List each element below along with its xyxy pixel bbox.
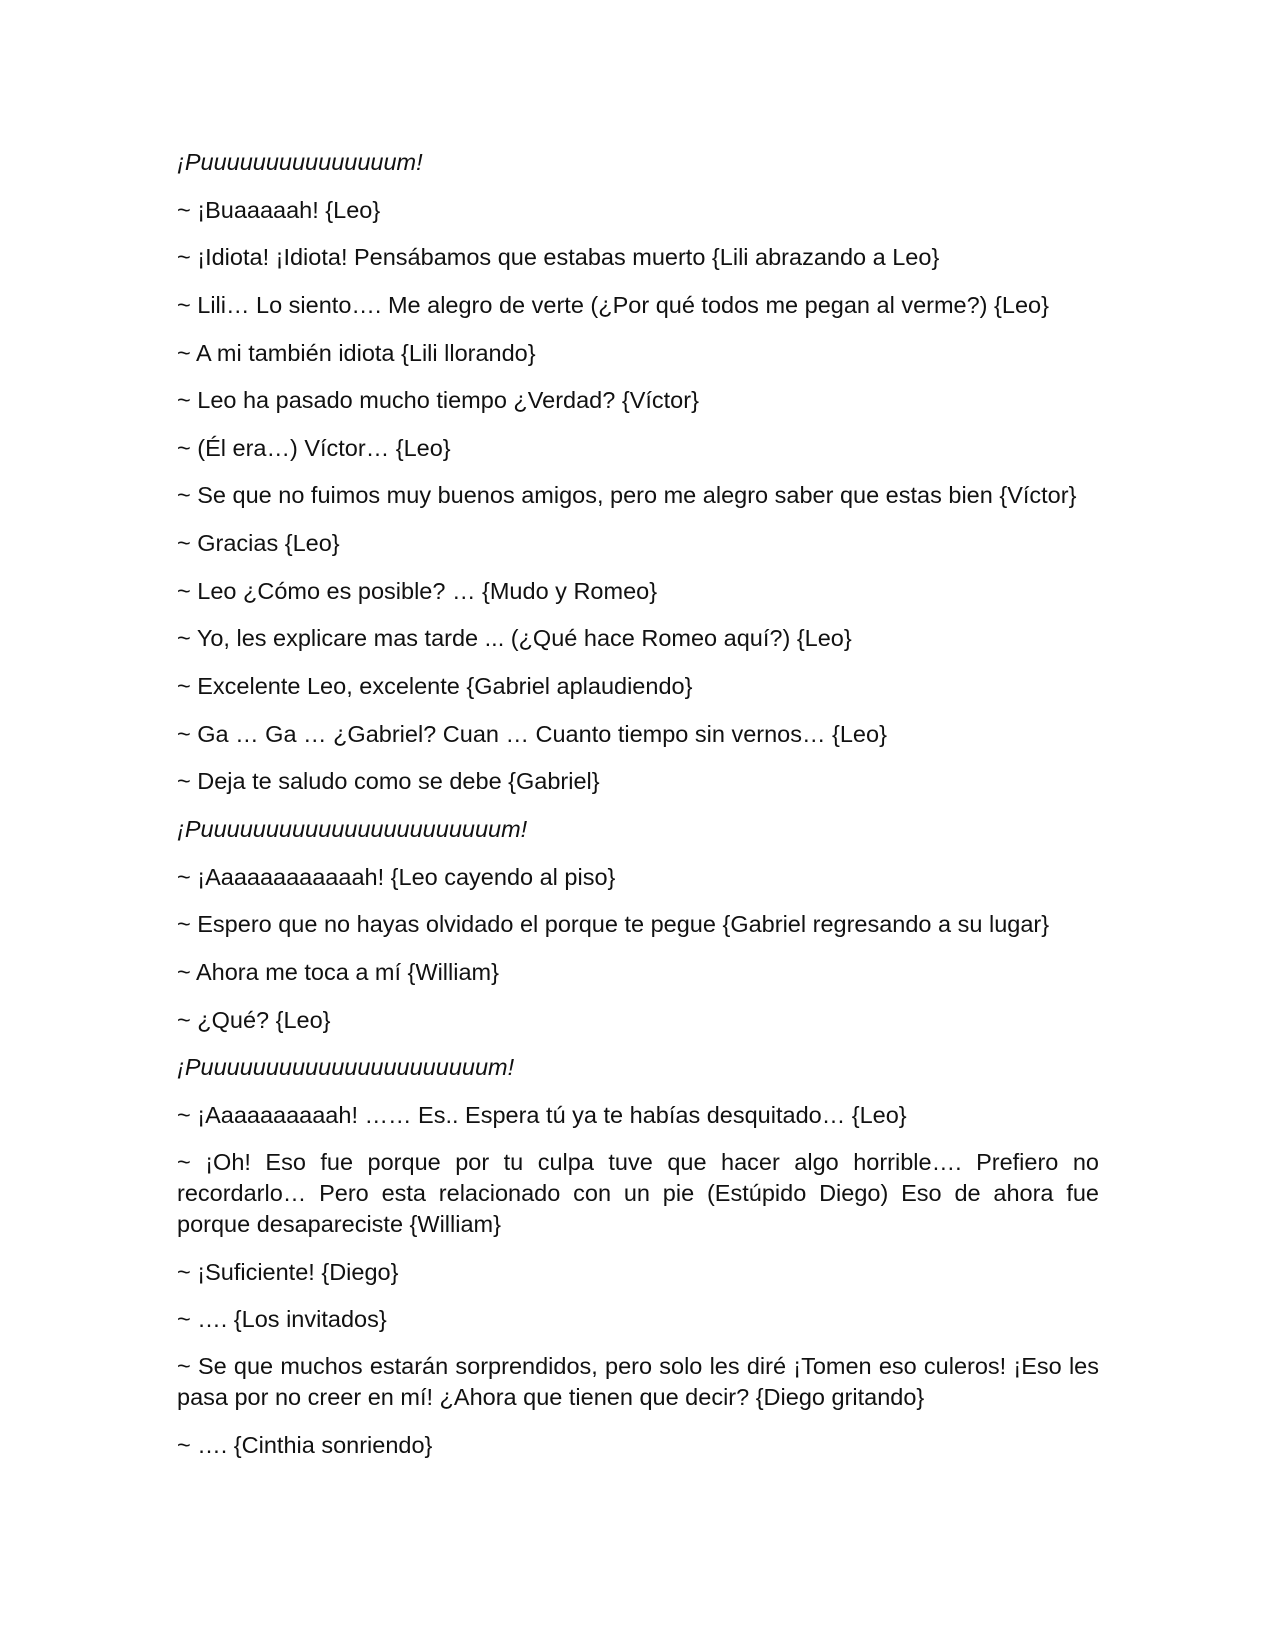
dialogue-paragraph: ~ Se que muchos estarán sorprendidos, pero solo les diré ¡Tomen eso culeros! ¡Eso les pasa por no creer en mí! ¿Ahora que tienen que decir? {Diego gritando} [177, 1353, 1099, 1411]
dialogue-line: ~ ¡Aaaaaaaaaaaah! {Leo cayendo al piso} [177, 863, 616, 890]
dialogue-paragraph: ~ ¡Oh! Eso fue porque por tu culpa tuve que hacer algo horrible…. Prefiero no recordarlo… Pero esta relacionado con un pie (Estúpido Diego) Eso de ahora fue porque desapareciste {William} [177, 1148, 1099, 1237]
dialogue-line: ~ ¡Suficiente! {Diego} [177, 1258, 399, 1285]
dialogue-line: ~ (Él era…) Víctor… {Leo} [177, 435, 451, 462]
dialogue-line: ~ Leo ¿Cómo es posible? … {Mudo y Romeo} [177, 577, 658, 604]
dialogue-line: ~ Lili… Lo siento…. Me alegro de verte (¿Por qué todos me pegan al verme?) {Leo} [177, 292, 1049, 319]
dialogue-line: ~ Deja te saludo como se debe {Gabriel} [177, 768, 600, 795]
sound-effect-line: ¡Puuuuuuuuuuuuuuuuuuuuuum! [177, 1054, 515, 1081]
dialogue-line: ~ A mi también idiota {Lili llorando} [177, 339, 536, 366]
dialogue-line: ~ Excelente Leo, excelente {Gabriel aplaudiendo} [177, 672, 693, 699]
dialogue-line: ~ Ga … Ga … ¿Gabriel? Cuan … Cuanto tiempo sin vernos… {Leo} [177, 720, 887, 747]
sound-effect-line: ¡Puuuuuuuuuuuuuuuuuuuuuuum! [177, 815, 528, 842]
dialogue-line: ~ ¡Idiota! ¡Idiota! Pensábamos que estabas muerto {Lili abrazando a Leo} [177, 244, 940, 271]
dialogue-line: ~ Yo, les explicare mas tarde ... (¿Qué hace Romeo aquí?) {Leo} [177, 625, 852, 652]
document-body [177, 146, 1099, 1477]
dialogue-line: ~ Espero que no hayas olvidado el porque te pegue {Gabriel regresando a su lugar} [177, 911, 1050, 938]
dialogue-line: ~ ¿Qué? {Leo} [177, 1006, 331, 1033]
dialogue-paragraph: ~ Se que no fuimos muy buenos amigos, pero me alegro saber que estas bien {Víctor} [177, 481, 1077, 508]
dialogue-line: ~ Leo ha pasado mucho tiempo ¿Verdad? {Víctor} [177, 387, 699, 414]
sound-effect-line: ¡Puuuuuuuuuuuuuuum! [177, 149, 423, 175]
dialogue-line: ~ …. {Los invitados} [177, 1306, 387, 1333]
dialogue-line: ~ …. {Cinthia sonriendo} [177, 1432, 433, 1459]
dialogue-line: ~ ¡Aaaaaaaaaah! …… Es.. Espera tú ya te habías desquitado… {Leo} [177, 1102, 907, 1129]
dialogue-line: ~ ¡Buaaaaah! {Leo} [177, 196, 381, 223]
dialogue-line: ~ Ahora me toca a mí {William} [177, 959, 499, 985]
dialogue-line: ~ Gracias {Leo} [177, 529, 340, 556]
